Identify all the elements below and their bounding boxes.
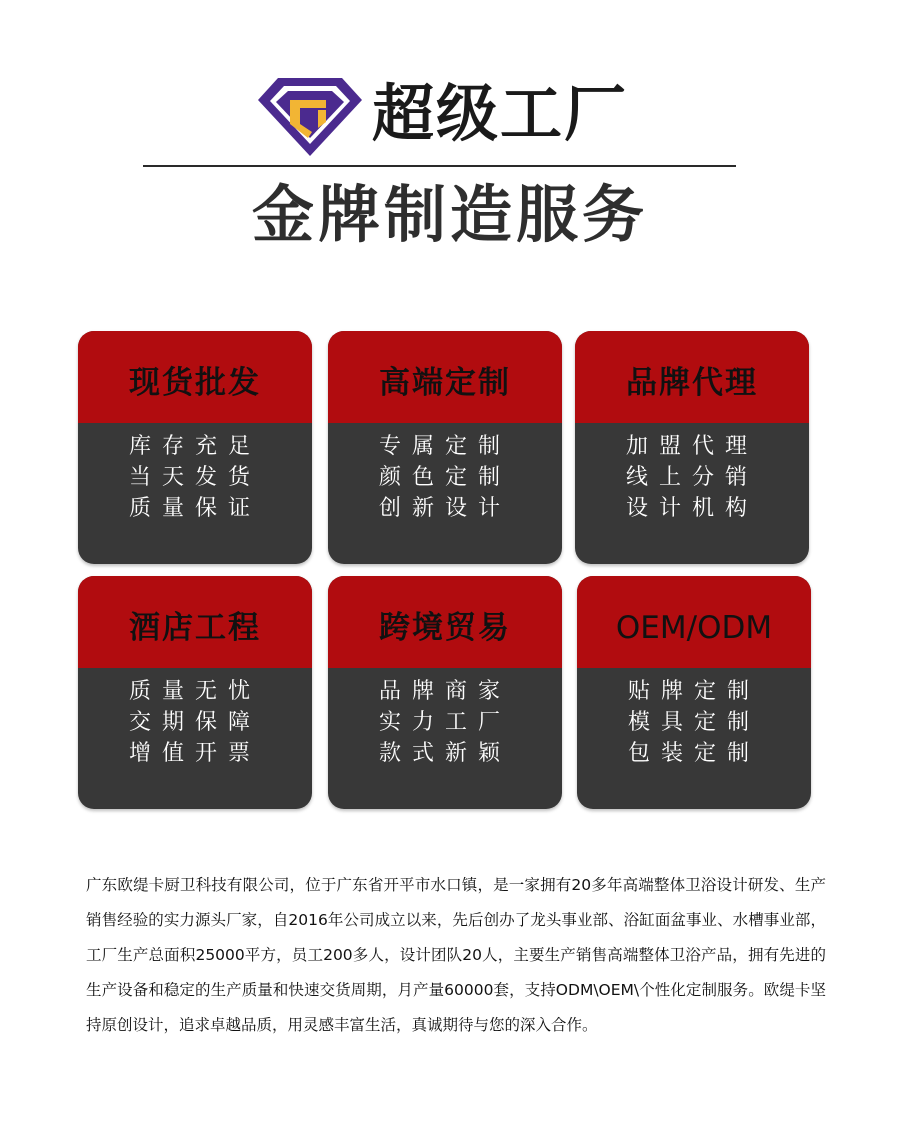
card-line: 品牌商家 [378,679,511,704]
service-card-cross-border[interactable] [328,576,562,809]
service-card-brand-agency[interactable] [575,331,809,564]
card-line: 颜色定制 [378,465,511,490]
card-title: 高端定制 [328,331,562,423]
service-card-spot-wholesale[interactable] [78,331,312,564]
card-line: 质量保证 [128,496,261,521]
card-line: 线上分销 [625,465,758,490]
card-title: 品牌代理 [575,331,809,423]
card-line: 质量无忧 [128,679,261,704]
page-title: 金牌制造服务 [251,178,648,251]
card-line: 增值开票 [128,741,261,766]
card-title: 现货批发 [78,331,312,423]
service-card-oem-odm[interactable] [577,576,811,809]
card-line: 加盟代理 [625,434,758,459]
card-line: 创新设计 [378,496,511,521]
card-line: 设计机构 [625,496,758,521]
diamond-logo-icon [256,72,364,158]
card-title: OEM/ODM [577,576,811,668]
service-card-custom[interactable] [328,331,562,564]
card-line: 包装定制 [627,741,760,766]
card-line: 款式新颖 [378,741,511,766]
card-title: 跨境贸易 [328,576,562,668]
card-title: 酒店工程 [78,576,312,668]
header [0,70,900,160]
card-line: 模具定制 [627,710,760,735]
card-line: 交期保障 [128,710,261,735]
card-line: 贴牌定制 [627,679,760,704]
company-introduction: 广东欧缇卡厨卫科技有限公司，位于广东省开平市水口镇，是一家拥有20多年高端整体卫浴设计研发、生产销售经验的实力源头厂家，自2016年公司成立以来，先后创办了龙头事业部、浴缸面盆事业、水槽事业部，工厂生产总面积25000平方，员工200多人，设计团队20人，主要生产销售高端整体卫浴产品，拥有先进的生产设备和稳定的生产质量和快速交货周期，月产量60000套，支持ODM\OEM\个性化定制服务。欧缇卡坚持原创设计，追求卓越品质，用灵感丰富生活，真诚期待与您的深入合作。 [86,875,826,1034]
card-line: 专属定制 [378,434,511,459]
header-divider [143,165,736,167]
service-card-hotel-project[interactable] [78,576,312,809]
card-line: 当天发货 [128,465,261,490]
card-line: 库存充足 [128,434,261,459]
brand-name: 超级工厂 [372,77,629,150]
card-line: 实力工厂 [378,710,511,735]
